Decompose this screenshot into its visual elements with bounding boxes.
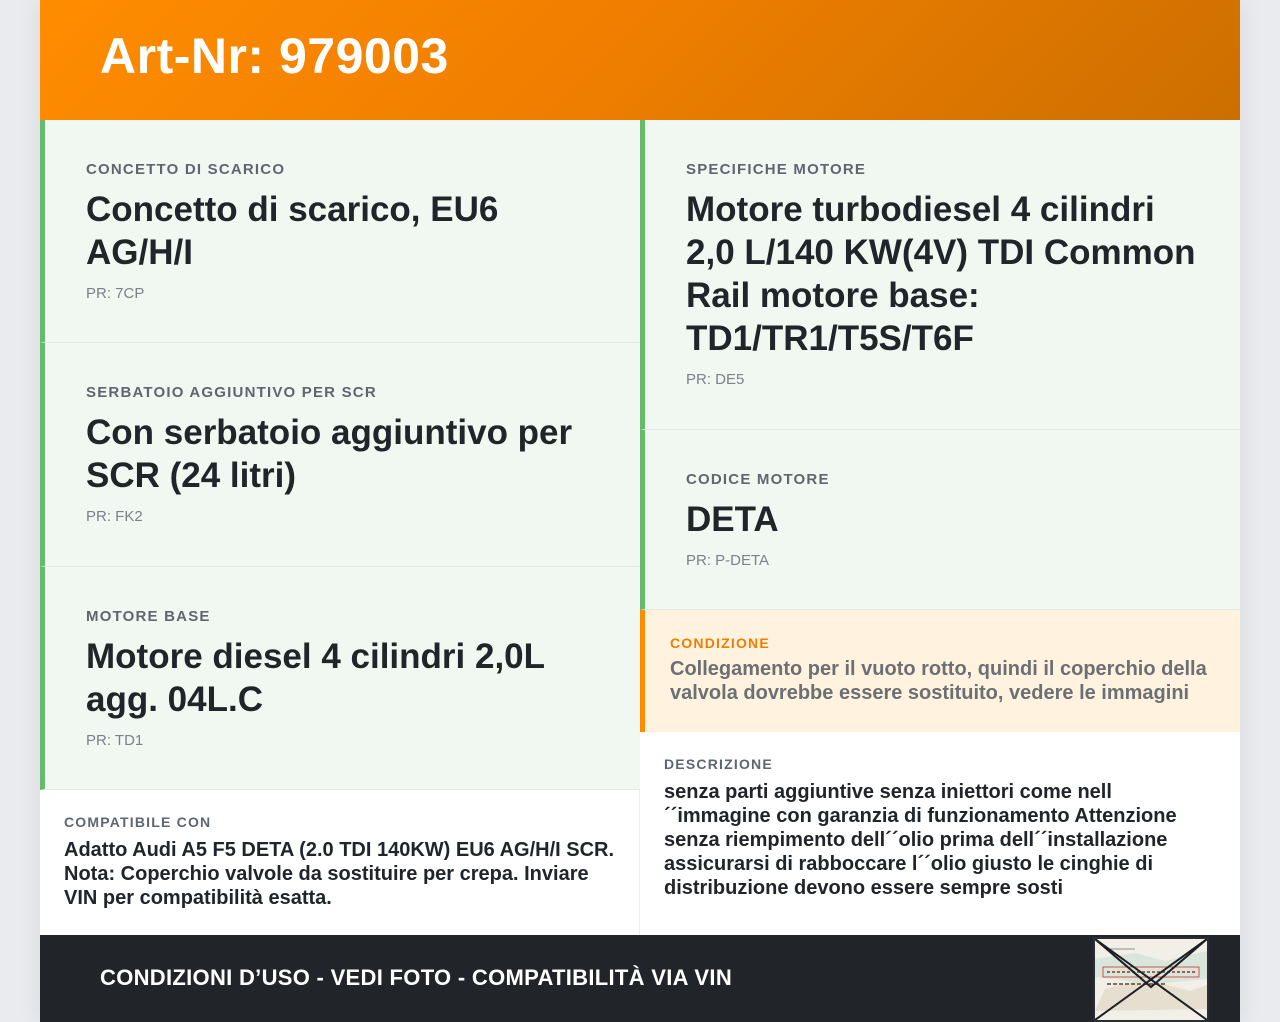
compatibility-label: COMPATIBILE CON <box>64 814 212 830</box>
description-section <box>640 732 1240 935</box>
footer-bar <box>40 935 1240 1022</box>
spec-value: DETA <box>686 500 779 539</box>
spec-card-base-engine <box>40 567 640 790</box>
spec-label: MOTORE BASE <box>86 608 211 625</box>
right-spec-column <box>640 120 1240 610</box>
spec-value: Concetto di scarico, EU6 AG/H/I <box>86 190 499 272</box>
spec-card-exhaust <box>40 120 640 343</box>
description-label: DESCRIZIONE <box>664 756 773 772</box>
article-sheet <box>40 0 1240 1022</box>
spec-pr-code: PR: TD1 <box>86 732 144 749</box>
spec-label: CODICE MOTORE <box>686 471 830 488</box>
footer-text: CONDIZIONI D’USO - VEDI FOTO - COMPATIBILITÀ VIA VIN <box>100 965 733 990</box>
left-spec-column <box>40 120 640 790</box>
spec-pr-code: PR: FK2 <box>86 508 143 525</box>
spec-label: SPECIFICHE MOTORE <box>686 161 867 178</box>
description-text: senza parti aggiuntive senza iniettori come nell ´´immagine con garanzia di funzionamento Attenzione senza riempimento dell´´olio prima dell´´installazione assicurarsi di rabboccare l´´olio giusto le cinghie di distribuzione devono essere sempre sosti <box>664 781 1177 899</box>
spec-label: CONCETTO DI SCARICO <box>86 161 286 178</box>
condition-text: Collegamento per il vuoto rotto, quindi il coperchio della valvola dovrebbe essere sostituito, vedere le immagini <box>670 658 1207 704</box>
spec-label: SERBATOIO AGGIUNTIVO PER SCR <box>86 384 377 401</box>
spec-pr-code: PR: 7CP <box>86 285 145 302</box>
spec-card-engine-specs <box>640 120 1240 430</box>
article-number-title: Art-Nr: 979003 <box>100 28 449 84</box>
thumbnail-graphic <box>1095 939 1207 1020</box>
spec-card-scr-tank <box>40 343 640 567</box>
spec-pr-code: PR: P-DETA <box>686 552 770 569</box>
article-header <box>40 0 1240 120</box>
spec-card-engine-code <box>640 430 1240 610</box>
spec-value: Motore diesel 4 cilindri 2,0L agg. 04L.C <box>86 637 545 719</box>
condition-notice <box>640 610 1240 732</box>
compatibility-section <box>40 790 640 935</box>
condition-label: CONDIZIONE <box>670 635 770 651</box>
spec-pr-code: PR: DE5 <box>686 371 745 388</box>
spec-value: Con serbatoio aggiuntivo per SCR (24 litri) <box>86 413 573 495</box>
compatibility-text: Adatto Audi A5 F5 DETA (2.0 TDI 140KW) EU6 AG/H/I SCR. Nota: Coperchio valvole da sostituire per crepa. Inviare VIN per compatibilità esatta. <box>64 839 615 909</box>
spec-value: Motore turbodiesel 4 cilindri 2,0 L/140 KW(4V) TDI Common Rail motore base: TD1/TR1/T5S/T6F <box>686 190 1196 358</box>
label-photo-thumbnail-icon[interactable] <box>1093 937 1209 1022</box>
